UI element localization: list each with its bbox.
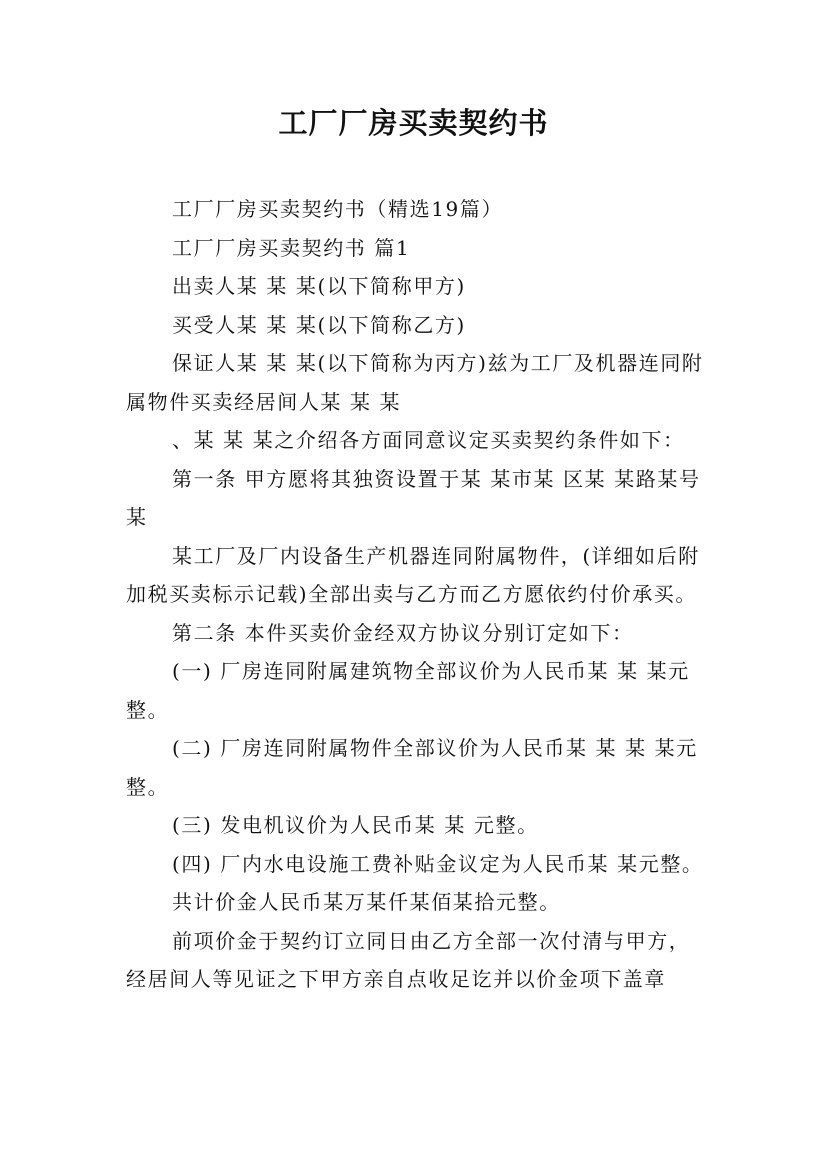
paragraph: 某工厂及厂内设备生产机器连同附属物件，(详细如后附加税买卖标示记载)全部出卖与乙方而乙方愿依约付价承买。 — [126, 543, 700, 606]
paragraph: 第二条 本件买卖价金经双方协议分别订定如下： — [172, 620, 634, 645]
document-body — [126, 190, 706, 999]
paragraph: 买受人某 某 某(以下简称乙方) — [172, 312, 466, 337]
paragraph: (三) 发电机议价为人民币某 某 元整。 — [172, 813, 539, 837]
paragraph: 第一条 甲方愿将其独资设置于某 某市某 区某 某路某号某 — [126, 466, 701, 529]
paragraph: (一) 厂房连同附属建筑物全部议价为人民币某 某 某元整。 — [126, 659, 690, 722]
document-title: 工厂厂房买卖契约书 — [278, 106, 549, 140]
paragraph: (四) 厂内水电设施工费补贴金议定为人民币某 某元整。 — [172, 851, 704, 876]
paragraph: 、某 某 某之介绍各方面同意议定买卖契约条件如下： — [172, 428, 685, 452]
paragraph: 共计价金人民币某万某仟某佰某拾元整。 — [172, 890, 561, 914]
paragraph: 保证人某 某 某(以下简称为丙方)兹为工厂及机器连同附属物件买卖经居间人某 某 某 — [126, 351, 704, 414]
paragraph: 前项价金于契约订立同日由乙方全部一次付清与甲方，经居间人等见证之下甲方亲自点收足讫并以价金项下盖章 — [126, 928, 691, 991]
paragraph: 工厂厂房买卖契约书 篇1 — [172, 235, 411, 260]
paragraph: (二) 厂房连同附属物件全部议价为人民币某 某 某 某元整。 — [126, 736, 698, 799]
paragraph: 出卖人某 某 某(以下简称甲方) — [172, 274, 466, 298]
paragraph: 工厂厂房买卖契约书（精选19篇） — [172, 197, 504, 221]
